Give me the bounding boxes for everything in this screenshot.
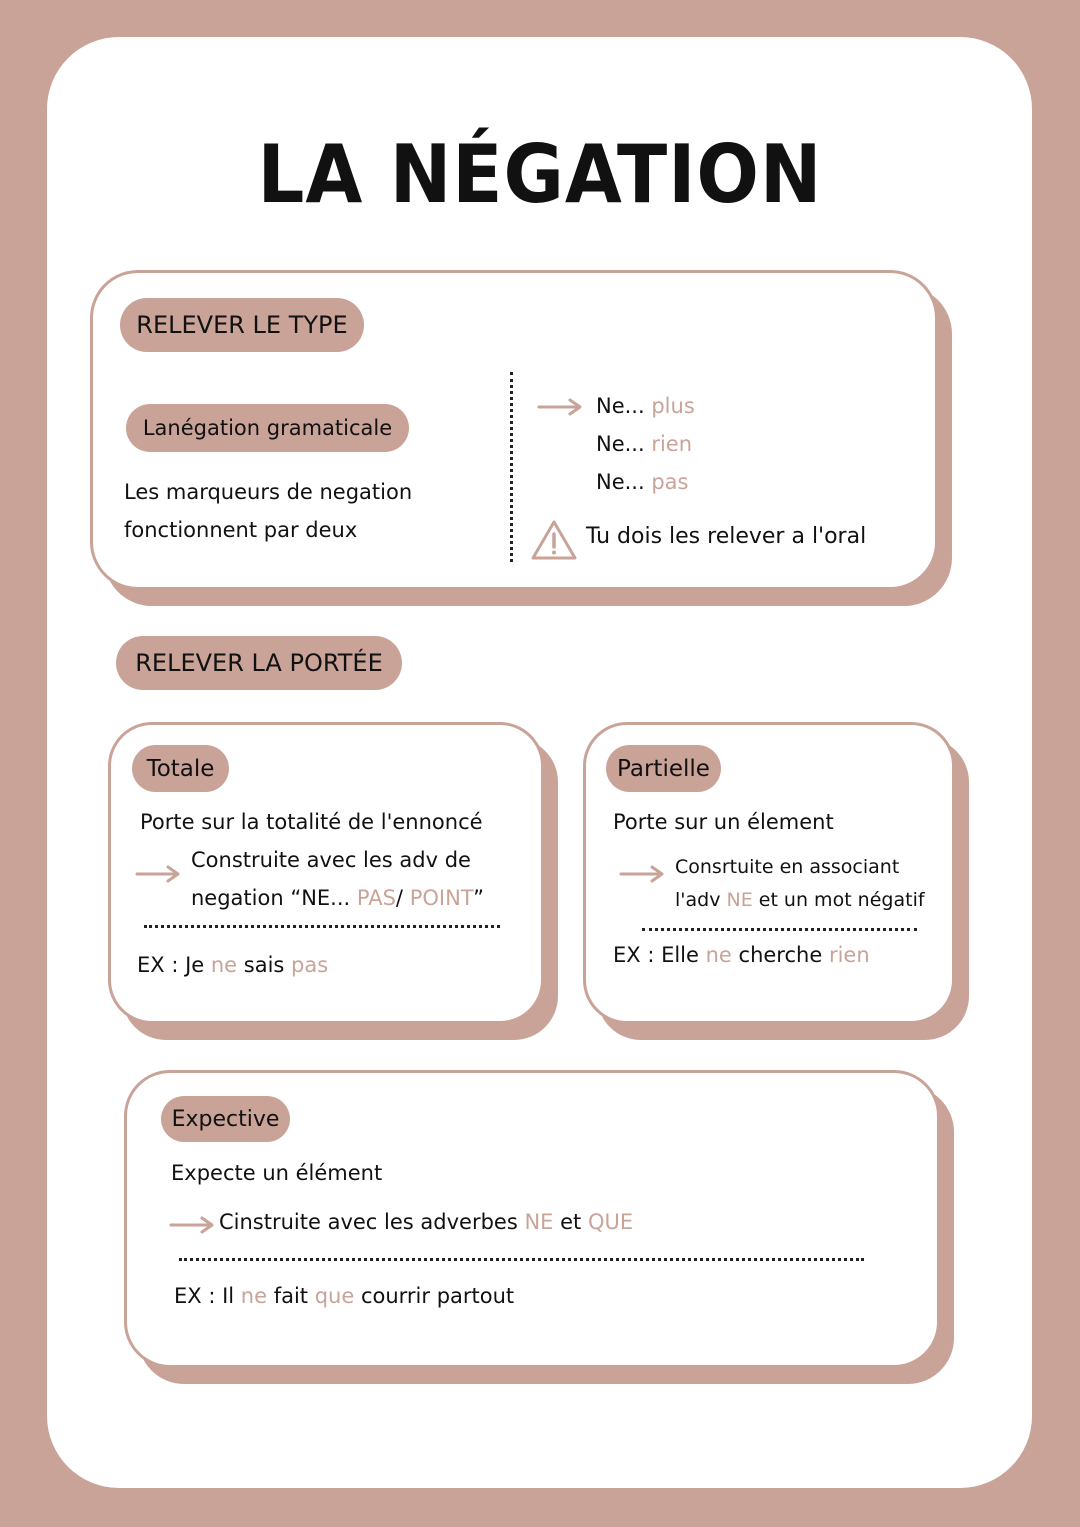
scope-section-header-label: RELEVER LA PORTÉE bbox=[135, 649, 383, 677]
type-divider bbox=[510, 372, 513, 562]
marker-ne-pas: Ne... pas bbox=[596, 470, 689, 494]
warning-text: Tu dois les relever a l'oral bbox=[586, 524, 867, 549]
totale-line-2: Construite avec les adv de bbox=[191, 848, 471, 872]
grammatical-negation-label: Lanégation gramaticale bbox=[142, 416, 393, 440]
type-section-header-label: RELEVER LE TYPE bbox=[136, 311, 348, 339]
partielle-line-1: Porte sur un élement bbox=[613, 810, 834, 834]
type-section-header bbox=[120, 298, 364, 352]
totale-example: EX : Je ne sais pas bbox=[137, 953, 329, 977]
totale-line-3: negation “NE... PAS/ POINT” bbox=[191, 886, 485, 910]
totale-label: Totale bbox=[146, 755, 215, 782]
expective-pill bbox=[161, 1096, 290, 1142]
marker-ne-plus: Ne... plus bbox=[596, 394, 695, 418]
arrow-right-icon bbox=[537, 397, 583, 417]
page-title: LA NÉGATION bbox=[257, 128, 823, 221]
partielle-line-3: l'adv NE et un mot négatif bbox=[675, 889, 925, 911]
expective-divider bbox=[179, 1258, 864, 1261]
partielle-example: EX : Elle ne cherche rien bbox=[613, 943, 870, 967]
expective-label: Expective bbox=[171, 1106, 280, 1132]
expective-line-1: Expecte un élément bbox=[171, 1161, 383, 1185]
totale-divider bbox=[144, 925, 500, 928]
arrow-right-icon bbox=[169, 1215, 215, 1235]
warning-triangle-icon bbox=[529, 518, 579, 562]
scope-section-header bbox=[116, 636, 402, 690]
partielle-divider bbox=[642, 928, 917, 931]
marker-ne-rien: Ne... rien bbox=[596, 432, 693, 456]
partielle-pill bbox=[606, 745, 721, 792]
partielle-label: Partielle bbox=[617, 755, 710, 782]
description-line-1: Les marqueurs de negation bbox=[124, 480, 413, 504]
expective-line-2: Cinstruite avec les adverbes NE et QUE bbox=[219, 1210, 634, 1234]
arrow-right-icon bbox=[135, 864, 181, 884]
grammatical-negation-pill bbox=[126, 404, 409, 452]
description-line-2: fonctionnent par deux bbox=[124, 518, 358, 542]
expective-example: EX : Il ne fait que courrir partout bbox=[174, 1284, 515, 1308]
arrow-right-icon bbox=[619, 864, 665, 884]
totale-line-1: Porte sur la totalité de l'ennoncé bbox=[140, 810, 483, 834]
partielle-line-2: Consrtuite en associant bbox=[675, 856, 900, 878]
totale-pill bbox=[132, 745, 229, 792]
